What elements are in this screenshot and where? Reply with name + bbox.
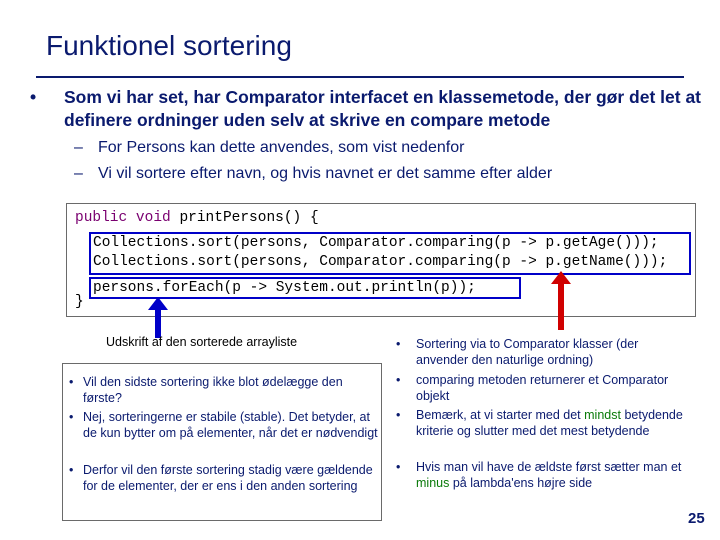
sub-bullet-text: Vi vil sortere efter navn, og hvis navnet er det samme efter alder bbox=[98, 165, 553, 182]
code-line-2: Collections.sort(persons, Comparator.comparing(p -> p.getAge())); bbox=[93, 235, 659, 251]
left-bullet-text: Nej, sorteringerne er stabile (stable). Det betyder, at de kun bytter om på elementer, når det er nødvendigt bbox=[83, 410, 378, 440]
right-bullet-text: Sortering via to Comparator klasser (der anvender den naturlige ordning) bbox=[416, 337, 639, 367]
bullet-icon: • bbox=[396, 337, 401, 351]
right-bullet-text: comparing metoden returnerer et Comparator objekt bbox=[416, 373, 669, 403]
code-line-1 bbox=[75, 210, 319, 226]
bullet-icon: • bbox=[69, 463, 74, 477]
code-keyword: void bbox=[135, 210, 171, 226]
green-word: mindst bbox=[584, 408, 621, 422]
main-bullet-text: Som vi har set, har Comparator interfacet en klassemetode, der gør det let at definere ordninger uden selv at skrive en compare metode bbox=[64, 87, 701, 130]
dash-icon: – bbox=[74, 139, 83, 156]
left-bullet-text: Vil den sidste sortering ikke blot ødelægge den første? bbox=[83, 375, 343, 405]
code-line-3: Collections.sort(persons, Comparator.comparing(p -> p.getName())); bbox=[93, 254, 668, 270]
sub-bullet-text: For Persons kan dette anvendes, som vist nedenfor bbox=[98, 139, 465, 156]
right-bullet-text bbox=[416, 460, 692, 491]
text-segment: på lambda'ens højre side bbox=[452, 475, 593, 490]
bullet-icon: • bbox=[69, 410, 74, 424]
bullet-icon: • bbox=[396, 373, 401, 387]
arrow-up-blue-icon bbox=[146, 296, 170, 338]
slide-title: Funktionel sortering bbox=[46, 30, 292, 61]
green-word: minus bbox=[416, 475, 450, 490]
code-line-5: } bbox=[75, 294, 84, 310]
bullet-icon: • bbox=[30, 87, 37, 107]
dash-icon: – bbox=[74, 165, 83, 182]
text-segment: Bemærk, at vi starter med det bbox=[416, 408, 581, 422]
bullet-icon: • bbox=[396, 408, 401, 422]
right-bullet-text bbox=[416, 408, 692, 439]
left-bullet-text: Derfor vil den første sortering stadig være gældende for de elementer, der er ens i den anden sortering bbox=[83, 463, 373, 493]
bullet-icon: • bbox=[69, 375, 74, 389]
code-keyword: public bbox=[75, 210, 128, 226]
arrow-up-red-icon bbox=[549, 270, 573, 330]
text-segment: Hvis man vil have de ældste først sætter man et bbox=[416, 460, 682, 474]
text-segment: betydende kriterie og slutter med det mest betydende bbox=[416, 408, 683, 438]
left-notes-box bbox=[62, 363, 382, 521]
title-rule bbox=[36, 76, 684, 78]
output-label: Udskrift af den sorterede arrayliste bbox=[106, 335, 298, 349]
page-number: 25 bbox=[688, 510, 705, 527]
bullet-icon: • bbox=[396, 460, 401, 474]
code-text: printPersons() { bbox=[179, 210, 319, 226]
code-line-4: persons.forEach(p -> System.out.println(p)); bbox=[93, 280, 476, 296]
